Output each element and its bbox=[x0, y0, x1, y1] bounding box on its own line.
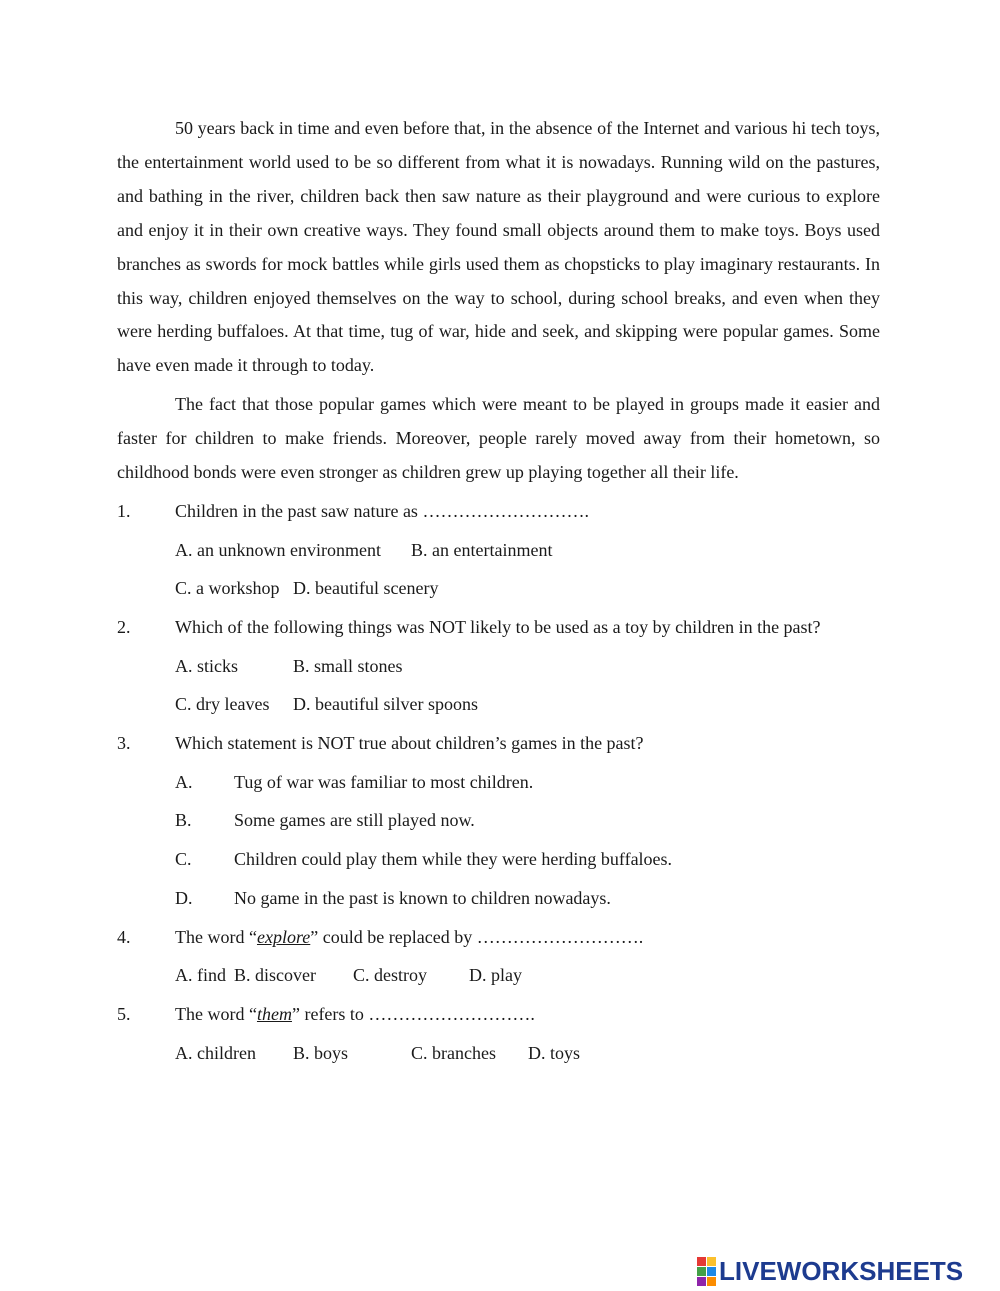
question-1 bbox=[117, 495, 880, 534]
option-letter: C. bbox=[175, 849, 192, 870]
question-3-option-a bbox=[117, 766, 880, 805]
option-c: C. dry leaves bbox=[175, 694, 270, 715]
option-a: A. find bbox=[175, 965, 226, 986]
question-3-option-b bbox=[117, 804, 880, 843]
question-text: Which of the following things was NOT likely to be used as a toy by children in the past? bbox=[175, 617, 821, 638]
option-d: D. play bbox=[469, 965, 522, 986]
question-4 bbox=[117, 921, 880, 960]
question-text: Children in the past saw nature as ………………………. bbox=[175, 500, 589, 521]
option-b: B. boys bbox=[293, 1042, 349, 1063]
option-b: B. discover bbox=[234, 965, 316, 986]
option-b: B. an entertainment bbox=[411, 539, 553, 560]
question-5-options bbox=[117, 1037, 880, 1076]
option-letter: D. bbox=[175, 887, 193, 908]
question-text-before: The word “ bbox=[175, 1003, 257, 1024]
option-letter: B. bbox=[175, 810, 192, 831]
logo-text: LIVEWORKSHEETS bbox=[719, 1256, 964, 1286]
option-a: A. an unknown environment bbox=[175, 539, 381, 560]
question-text-after: ” could be replaced by ………………………. bbox=[310, 926, 644, 947]
question-2-options-row-1 bbox=[117, 650, 880, 689]
passage-paragraph-2: The fact that those popular games which were meant to be played in groups made it easier and faster for children to make friends. Moreover, people rarely moved away from their hometown, so childhood bonds were even stronger as children grew up playing together all their life. bbox=[117, 394, 880, 483]
highlighted-word: explore bbox=[256, 926, 311, 947]
question-text: Which statement is NOT true about children’s games in the past? bbox=[175, 733, 644, 754]
question-number: 1. bbox=[117, 500, 131, 521]
option-c: C. branches bbox=[411, 1042, 496, 1063]
liveworksheets-logo bbox=[697, 1255, 997, 1287]
highlighted-word: them bbox=[256, 1003, 292, 1024]
question-number: 4. bbox=[117, 926, 131, 947]
question-5 bbox=[117, 998, 880, 1037]
option-d: D. beautiful silver spoons bbox=[293, 694, 478, 715]
question-1-options-row-2 bbox=[117, 572, 880, 611]
worksheet-page bbox=[117, 112, 880, 1075]
option-text: No game in the past is known to children nowadays. bbox=[234, 887, 611, 908]
question-3-option-d bbox=[117, 882, 880, 921]
question-text-before: The word “ bbox=[175, 926, 257, 947]
option-c: C. a workshop bbox=[175, 578, 280, 599]
option-text: Tug of war was familiar to most children. bbox=[234, 771, 534, 792]
option-c: C. destroy bbox=[353, 965, 427, 986]
option-a: A. sticks bbox=[175, 655, 238, 676]
question-number: 3. bbox=[117, 733, 131, 754]
question-4-options bbox=[117, 959, 880, 998]
option-b: B. small stones bbox=[293, 655, 403, 676]
question-2-options-row-2 bbox=[117, 688, 880, 727]
option-a: A. children bbox=[175, 1042, 256, 1063]
option-d: D. beautiful scenery bbox=[293, 578, 439, 599]
question-2 bbox=[117, 611, 880, 650]
question-number: 2. bbox=[117, 617, 131, 638]
question-number: 5. bbox=[117, 1003, 131, 1024]
option-text: Some games are still played now. bbox=[234, 810, 475, 831]
option-d: D. toys bbox=[528, 1042, 581, 1063]
question-text-after: ” refers to ………………………. bbox=[291, 1003, 535, 1024]
question-text bbox=[175, 998, 535, 1031]
logo-blocks-icon bbox=[697, 1257, 716, 1286]
option-letter: A. bbox=[175, 771, 193, 792]
passage-paragraph-1: 50 years back in time and even before that, in the absence of the Internet and various hi tech toys, the entertainment world used to be so different from what it is nowadays. Running wild on the pastures, and bathing in the river, children back then saw nature as their playground and were curious to explore and enjoy it in their own creative ways. They found small objects around them to make toys. Boys used branches as swords for mock battles while girls used them as chopsticks to play imaginary restaurants. In this way, children enjoyed themselves on the way to school, during school breaks, and even when they were herding buffaloes. At that time, tug of war, hide and seek, and skipping were popular games. Some have even made it through to today. bbox=[117, 118, 880, 376]
question-3 bbox=[117, 727, 880, 766]
question-3-option-c bbox=[117, 843, 880, 882]
question-text bbox=[175, 921, 643, 954]
option-text: Children could play them while they were herding buffaloes. bbox=[234, 849, 673, 870]
question-1-options-row-1 bbox=[117, 534, 880, 573]
